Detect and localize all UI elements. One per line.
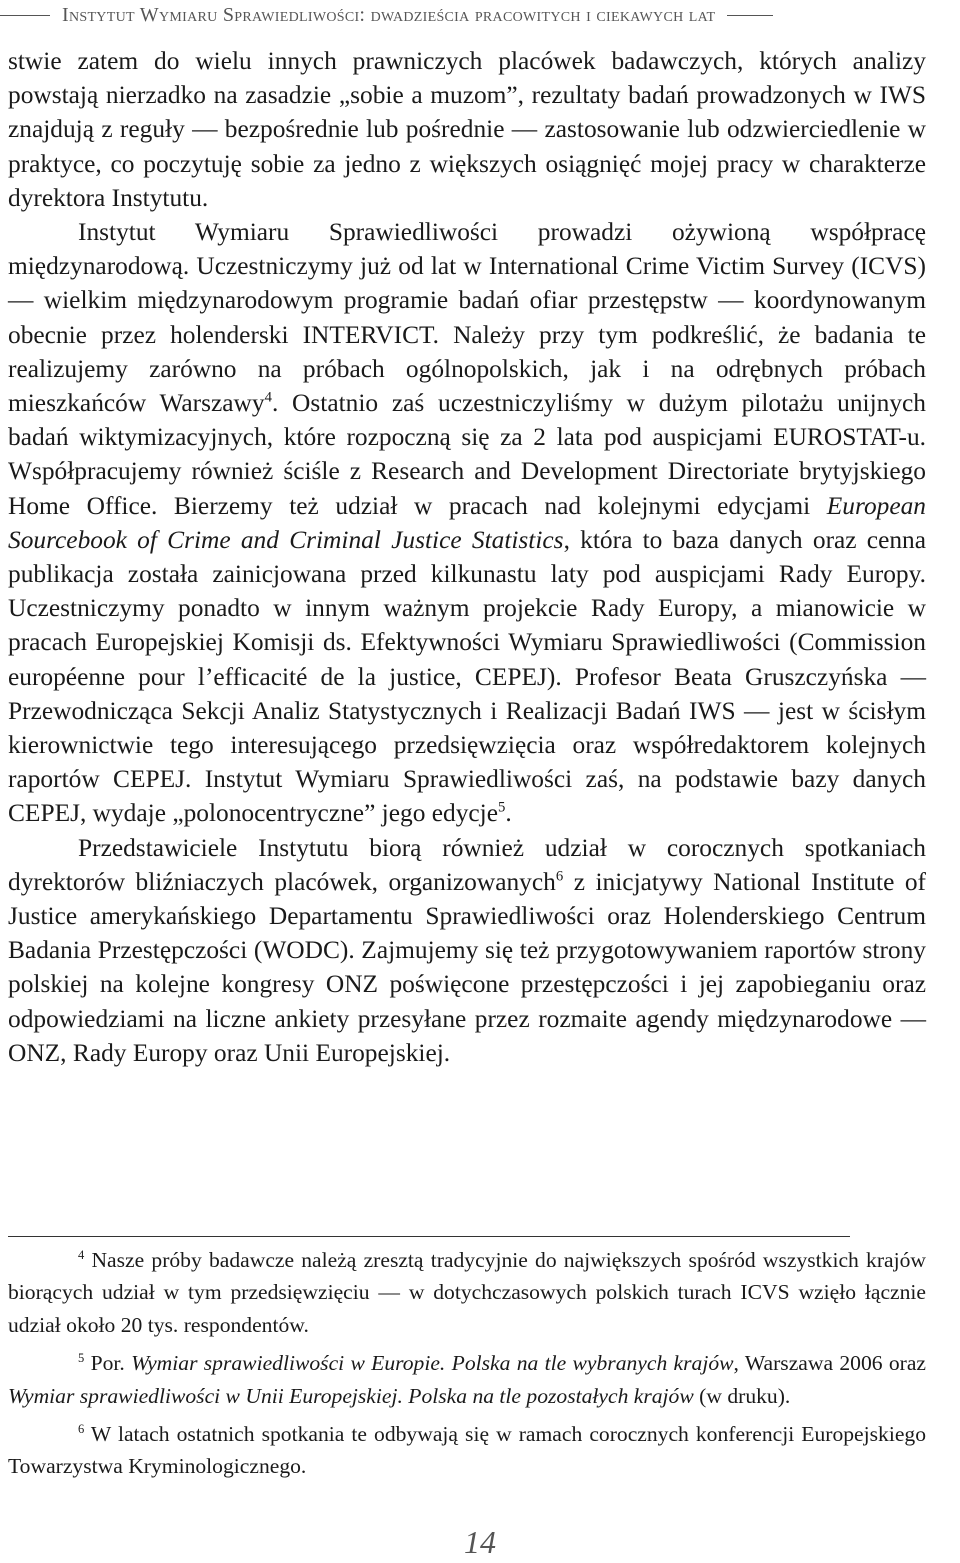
header-rule-left bbox=[0, 15, 50, 16]
page-number: 14 bbox=[464, 1524, 496, 1560]
running-title: Instytut Wymiaru Sprawiedliwości: dwadzieścia pracowitych i ciekawych lat bbox=[62, 3, 716, 26]
footnotes bbox=[8, 1244, 926, 1489]
footnote-5: $^5$ Por. Wymiar sprawiedliwości w Europie. Polska na tle wybranych krajów, Warszawa 2006 oraz Wymiar sprawiedliwości w Unii Europejskiej. Polska na tle pozostałych krajów (w druku). bbox=[8, 1351, 926, 1408]
footnote-ref-5: 5 bbox=[498, 800, 506, 816]
paragraph-3: Przedstawiciele Instytutu biorą również udział w corocznych spotkaniach dyrektorów bliźniaczych placówek, organizowanych$^6$ z inicjatywy National Institute of Justice amerykańskiego Departamentu Sprawiedliwości oraz Holenderskiego Centrum Badania Przestępczości (WODC). Zajmujemy się też przygotowywaniem raportów strony polskiej na kolejne kongresy ONZ poświęcone przestępczości i jej zapobieganiu oraz odpowiedziami na liczne ankiety przesyłane przez rozmaite agendy międzynarodowe — ONZ, Rady Europy oraz Unii Europejskiej. bbox=[8, 833, 926, 1067]
paragraph-2: Instytut Wymiaru Sprawiedliwości prowadzi ożywioną współpracę międzynarodową. Uczestniczymy już od lat w International Crime Victim Survey (ICVS) — wielkim międzynarodowym programie badań ofiar przestępstw — koordynowanym obecnie przez holenderski INTERVICT. Należy przy tym podkreślić, że badania te realizujemy zarówno na próbach ogólnopolskich, jak i na odrębnych próbach mieszkańców Warszawy$^4$. Ostatnio zaś uczestniczyliśmy w dużym pilotażu unijnych badań wiktymizacyjnych, które rozpoczną się za 2 lata pod auspicjami EUROSTAT-u. Współpracujemy również ściśle z Research and Development Directoriate brytyjskiego Home Office. Bierzemy też udział w pracach nad kolejnymi edycjami European Sourcebook of Crime and Criminal Justice Statistics, która to baza danych oraz cenna publikacja została zainicjowana przed kilkunastu laty pod auspicjami Rady Europy. Uczestniczymy ponadto w innym ważnym projekcie Rady Europy, a mianowicie w pracach Europejskiej Komisji ds. Efektywności Wymiaru Sprawiedliwości (Commission européenne pour l’efficacité de la justice, CEPEJ). Profesor Beata Gruszczyńska — Przewodnicząca Sekcji Analiz Statystycznych i Realizacji Badań IWS — jest w ścisłym kierownictwie tego interesującego przedsięwzięcia oraz współredaktorem kolejnych raportów CEPEJ. Instytut Wymiaru Sprawiedliwości zaś, na podstawie bazy danych CEPEJ, wydaje „polonocentryczne” jego edycje$^5$. bbox=[8, 218, 926, 828]
footnote-4: $^4$ Nasze próby badawcze należą zresztą tradycyjnie do największych spośród wszystkich krajów biorących udział w tym przedsięwzięciu — w dotychczasowych polskich turach ICVS wzięło łącznie udział około 20 tys. respondentów. bbox=[8, 1247, 926, 1337]
running-header bbox=[0, 0, 960, 30]
paragraph-1: stwie zatem do wielu innych prawniczych placówek badawczych, których analizy powstają nierzadko na zasadzie „sobie a muzom”, rezultaty badań prowadzonych w IWS znajdują z reguły — bezpośrednie lub pośrednie — zastosowanie lub odzwierciedlenie w praktyce, co poczytuję sobie za jedno z większych osiągnięć mojej pracy w charakterze dyrektora Instytutu. bbox=[8, 47, 926, 212]
main-text bbox=[8, 44, 926, 1070]
book-title: European Sourcebook of Crime and Criminal Justice Statistics bbox=[8, 491, 926, 554]
footnote-6: $^6$ W latach ostatnich spotkania te odbywają się w ramach corocznych konferencji Europejskiego Towarzystwa Kryminologicznego. bbox=[8, 1421, 926, 1479]
footnote-ref-6: 6 bbox=[555, 868, 564, 885]
header-rule-right bbox=[727, 15, 773, 16]
footnote-ref-4: 4 bbox=[264, 389, 272, 406]
footnote-separator bbox=[8, 1236, 850, 1237]
